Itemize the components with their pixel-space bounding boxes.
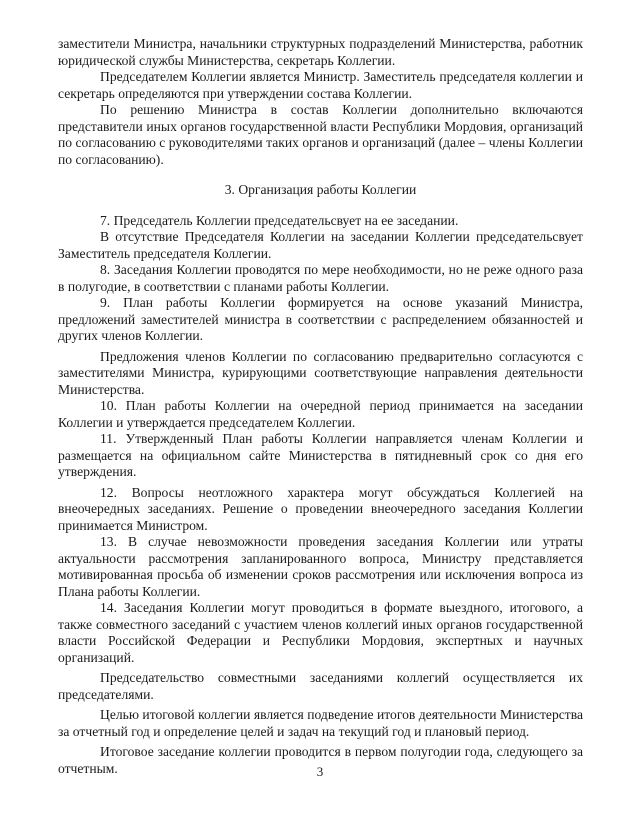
paragraph-chairman: Председателем Коллегии является Министр. Заместитель председателя коллегии и секретарь определяются при утверждении состава Коллегии. <box>58 69 583 101</box>
clause-7-absence: В отсутствие Председателя Коллегии на заседании Коллегии председательсвует Заместитель председателя Коллегии. <box>58 229 583 261</box>
section-heading: 3. Организация работы Коллегии <box>224 182 417 197</box>
clause-12: 12. Вопросы неотложного характера могут обсуждаться Коллегией на внеочередных заседаниях. Решение о проведении внеочередного заседания Коллегии принимается Министром. <box>58 484 583 533</box>
page-number: 3 <box>316 764 324 779</box>
clause-9: 9. План работы Коллегии формируется на основе указаний Министра, предложений заместителей министра в соответствии с распределением обязанностей и других членов Коллегии. <box>58 295 583 343</box>
paragraph-additional-members: По решению Министра в состав Коллегии дополнительно включаются представители иных органов государственной власти Республики Мордовия, организаций по согласованию с руководителями таких органов и организаций (далее – члены Коллегии по согласованию). <box>58 102 583 167</box>
clause-14-final-purpose: Целью итоговой коллегии является подведение итогов деятельности Министерства за отчетный год и определение целей и задач на текущий год и плановый период. <box>58 707 583 739</box>
clause-9-proposals: Предложения членов Коллегии по согласованию предварительно согласуются с заместителями Министра, курирующими соответствующие направления деятельности Министерства. <box>58 348 583 397</box>
clause-10: 10. План работы Коллегии на очередной период принимается на заседании Коллегии и утверждается председателем Коллегии. <box>58 398 583 430</box>
clause-11: 11. Утвержденный План работы Коллегии направляется членам Коллегии и размещается на официальном сайте Министерства в пятидневный срок со дня его утверждения. <box>58 431 583 479</box>
document-page <box>58 36 583 777</box>
clause-13: 13. В случае невозможности проведения заседания Коллегии или утраты актуальности рассмотрения запланированного вопроса, Министру представляется мотивированная просьба об изменении сроков рассмотрения или исключения вопроса из Плана работы Коллегии. <box>58 534 583 599</box>
paragraph-members-continued: заместители Министра, начальники структурных подразделений Министерства, работник юридической службы Министерства, секретарь Коллегии. <box>58 36 583 68</box>
clause-8: 8. Заседания Коллегии проводятся по мере необходимости, но не реже одного раза в полугодие, в соответствии с планами работы Коллегии. <box>58 262 583 294</box>
clause-14: 14. Заседания Коллегии могут проводиться в формате выездного, итогового, а также совместного заседаний с участием членов коллегий иных органов государственной власти Российской Федерации и Республики Мордовия, экспертных и научных организаций. <box>58 600 583 665</box>
clause-7: 7. Председатель Коллегии председательсвует на ее заседании. <box>100 212 459 228</box>
clause-14-joint-chair: Председательство совместными заседаниями коллегий осуществляется их председателями. <box>58 670 583 702</box>
clause-14-final-timing: Итоговое заседание коллегии проводится в первом полугодии года, следующего за отчетным. <box>58 744 583 776</box>
